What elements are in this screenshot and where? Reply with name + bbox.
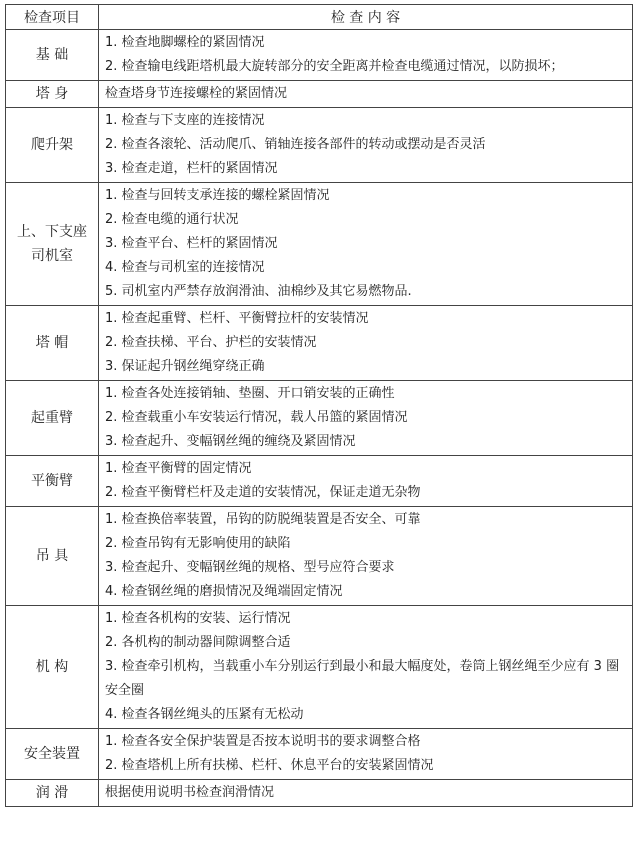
category-cell: 平衡臂 — [6, 456, 99, 507]
category-cell: 上、下支座 司机室 — [6, 183, 99, 306]
category-cell: 起重臂 — [6, 381, 99, 456]
content-cell — [99, 780, 633, 807]
check-item: 3. 保证起升钢丝绳穿绕正确 — [105, 359, 265, 374]
category-cell: 基 础 — [6, 30, 99, 81]
check-item: 4. 检查各钢丝绳头的压紧有无松动 — [105, 707, 304, 722]
check-item: 3. 检查起升、变幅钢丝绳的缠绕及紧固情况 — [105, 434, 356, 449]
table-row — [6, 456, 633, 507]
check-item: 3. 检查起升、变幅钢丝绳的规格、型号应符合要求 — [105, 560, 395, 575]
table-row — [6, 306, 633, 381]
check-item: 2. 检查载重小车安装运行情况，载人吊篮的紧固情况 — [105, 410, 408, 425]
check-item: 1. 检查各处连接销轴、垫圈、开口销安装的正确性 — [105, 386, 395, 401]
content-cell — [99, 30, 633, 81]
check-item: 1. 检查地脚螺栓的紧固情况 — [105, 35, 265, 50]
content-cell — [99, 306, 633, 381]
check-item: 3. 检查牵引机构，当载重小车分别运行到最小和最大幅度处，卷筒上钢丝绳至少应有 3 圈安全圈 — [105, 659, 620, 698]
category-cell: 吊 具 — [6, 507, 99, 606]
check-item: 1. 检查换倍率装置，吊钩的防脱绳装置是否安全、可靠 — [105, 512, 421, 527]
check-item: 2. 各机构的制动器间隙调整合适 — [105, 635, 291, 650]
check-item: 2. 检查塔机上所有扶梯、栏杆、休息平台的安装紧固情况 — [105, 758, 434, 773]
check-item: 5. 司机室内严禁存放润滑油、油棉纱及其它易燃物品. — [105, 284, 412, 299]
check-item: 4. 检查钢丝绳的磨损情况及绳端固定情况 — [105, 584, 343, 599]
content-cell — [99, 456, 633, 507]
category-cell: 安全装置 — [6, 729, 99, 780]
content-cell — [99, 606, 633, 729]
check-item: 3. 检查走道，栏杆的紧固情况 — [105, 161, 278, 176]
content-cell — [99, 108, 633, 183]
check-item: 2. 检查吊钩有无影响使用的缺陷 — [105, 536, 291, 551]
check-item: 3. 检查平台、栏杆的紧固情况 — [105, 236, 278, 251]
category-cell: 润 滑 — [6, 780, 99, 807]
check-item: 检查塔身节连接螺栓的紧固情况 — [105, 86, 288, 101]
table-row — [6, 507, 633, 606]
category-cell: 塔 帽 — [6, 306, 99, 381]
table-row — [6, 381, 633, 456]
category-cell: 爬升架 — [6, 108, 99, 183]
table-body — [6, 30, 633, 807]
category-cell: 塔 身 — [6, 81, 99, 108]
content-cell — [99, 183, 633, 306]
table-row — [6, 729, 633, 780]
header-content: 检 查 内 容 — [99, 5, 633, 30]
table-row — [6, 780, 633, 807]
content-cell — [99, 381, 633, 456]
check-item: 2. 检查输电线距塔机最大旋转部分的安全距离并检查电缆通过情况，以防损坏； — [105, 59, 564, 74]
check-item: 1. 检查与下支座的连接情况 — [105, 113, 265, 128]
check-item: 根据使用说明书检查润滑情况 — [105, 785, 275, 800]
check-item: 1. 检查平衡臂的固定情况 — [105, 461, 252, 476]
check-item: 1. 检查与回转支承连接的螺栓紧固情况 — [105, 188, 330, 203]
check-item: 2. 检查电缆的通行状况 — [105, 212, 239, 227]
content-cell — [99, 729, 633, 780]
content-cell — [99, 81, 633, 108]
table-row — [6, 183, 633, 306]
check-item: 2. 检查扶梯、平台、护栏的安装情况 — [105, 335, 317, 350]
check-item: 1. 检查各机构的安装、运行情况 — [105, 611, 291, 626]
inspection-table — [5, 4, 633, 807]
table-row — [6, 30, 633, 81]
category-cell: 机 构 — [6, 606, 99, 729]
table-row — [6, 81, 633, 108]
header-category: 检查项目 — [6, 5, 99, 30]
check-item: 1. 检查各安全保护装置是否按本说明书的要求调整合格 — [105, 734, 421, 749]
table-row — [6, 108, 633, 183]
check-item: 2. 检查平衡臂栏杆及走道的安装情况，保证走道无杂物 — [105, 485, 421, 500]
check-item: 1. 检查起重臂、栏杆、平衡臂拉杆的安装情况 — [105, 311, 369, 326]
check-item: 4. 检查与司机室的连接情况 — [105, 260, 265, 275]
content-cell — [99, 507, 633, 606]
table-header-row — [6, 5, 633, 30]
table-row — [6, 606, 633, 729]
check-item: 2. 检查各滚轮、活动爬爪、销轴连接各部件的转动或摆动是否灵活 — [105, 137, 486, 152]
